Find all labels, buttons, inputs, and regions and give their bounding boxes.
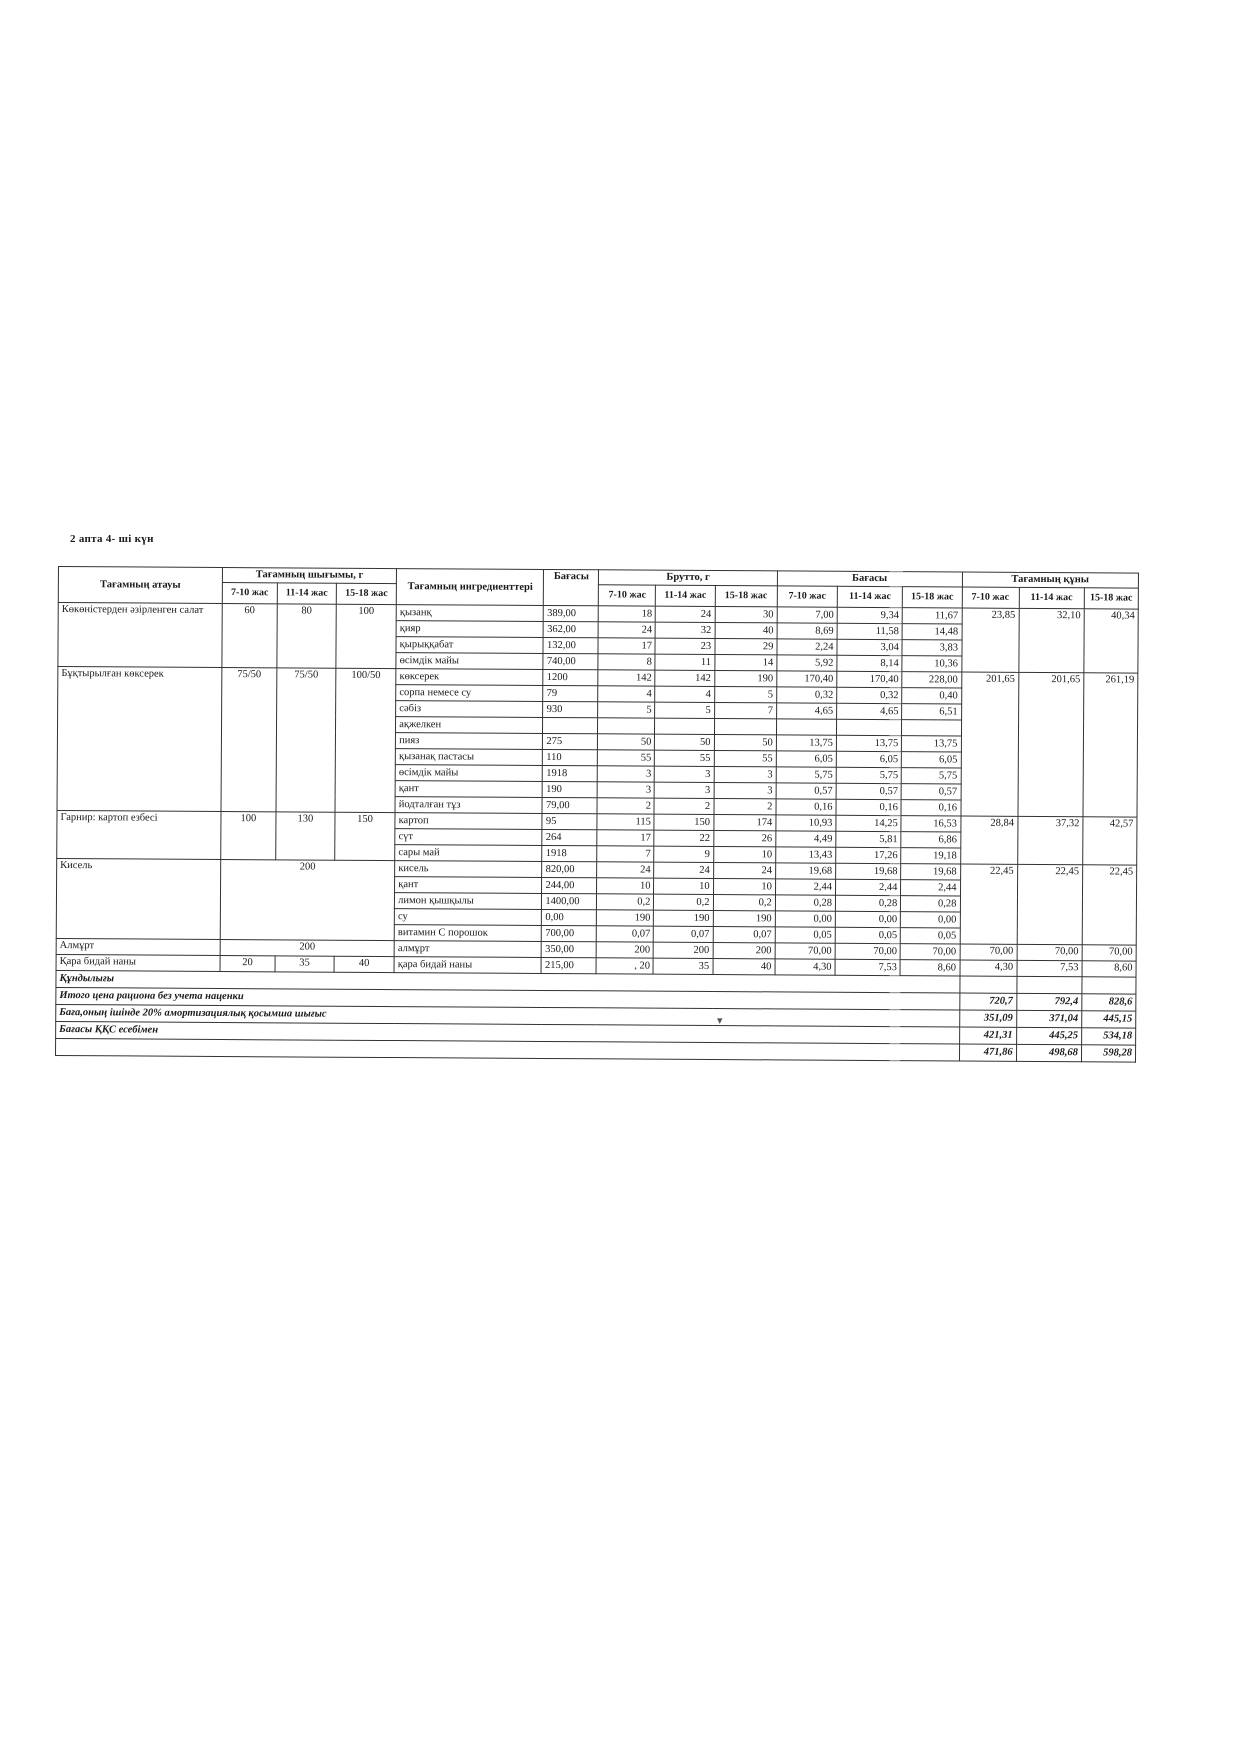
ingredient-cost-cell: 14,48	[902, 624, 961, 640]
ingredient-name-cell: сорпа немесе су	[396, 685, 543, 702]
ingredient-cost-cell: 3,83	[902, 640, 961, 656]
ingredient-cost-cell: 0,05	[901, 928, 960, 944]
brutto-cell: 55	[655, 750, 714, 766]
brutto-cell: 115	[597, 814, 654, 830]
ingredient-name-cell: сәбіз	[396, 701, 543, 718]
dish-yield-cell: 100	[221, 811, 276, 859]
table-body	[56, 603, 1139, 1063]
ingredient-cost-cell: 19,68	[901, 864, 960, 880]
dish-name-cell: Гарнир: картоп езбесі	[57, 810, 221, 859]
ingredient-name-cell: алмұрт	[394, 941, 541, 958]
brutto-cell: 5	[714, 687, 776, 703]
dish-cost-cell: 42,57	[1083, 817, 1137, 865]
brutto-cell: 3	[598, 782, 655, 798]
header-ingredients: Тағамның ингредиенттері	[396, 569, 544, 606]
dish-yield-cell: 20	[220, 955, 275, 971]
brutto-cell: 24	[654, 862, 713, 878]
ingredient-name-cell: сүт	[395, 829, 542, 846]
ingredient-cost-cell: 19,68	[836, 863, 901, 879]
brutto-cell: 7	[714, 703, 776, 719]
ingredient-price-cell: 350,00	[542, 941, 597, 957]
dish-cost-cell: 201,65	[1018, 672, 1084, 816]
brutto-cell: 190	[714, 671, 776, 687]
brutto-cell: 24	[597, 862, 654, 878]
brutto-cell: 30	[715, 607, 777, 623]
ingredient-cost-cell: 5,75	[836, 767, 901, 783]
brutto-cell: 0,07	[654, 926, 713, 942]
ingredient-cost-cell: 13,75	[902, 736, 961, 752]
ingredient-price-cell: 0,00	[542, 909, 597, 925]
summary-value: 445,25	[1016, 1027, 1081, 1044]
brutto-cell: 0,2	[597, 894, 654, 910]
brutto-cell: 200	[654, 942, 713, 958]
ingredient-cost-cell: 0,00	[835, 911, 900, 927]
brutto-cell: 22	[654, 830, 713, 846]
ingredient-cost-cell: 7,00	[777, 607, 837, 623]
dish-cost-cell: 261,19	[1083, 673, 1138, 817]
ingredient-name-cell: витамин С порошок	[394, 925, 541, 942]
summary-value: 421,31	[959, 1027, 1016, 1044]
summary-value	[1016, 976, 1081, 993]
ingredient-price-cell: 820,00	[542, 861, 597, 877]
brutto-cell: 190	[597, 910, 654, 926]
ingredient-price-cell: 1918	[542, 845, 597, 861]
brutto-cell: 40	[715, 623, 777, 639]
ingredient-cost-cell	[776, 719, 836, 735]
ingredient-cost-cell: 6,05	[902, 752, 961, 768]
brutto-cell: 10	[654, 878, 713, 894]
dish-yield-cell: 100/50	[335, 668, 396, 812]
ingredient-price-cell: 215,00	[541, 957, 596, 973]
brutto-cell: 190	[654, 910, 713, 926]
dish-yield-cell: 75/50	[221, 668, 277, 812]
dish-yield-cell: 200	[220, 939, 394, 956]
summary-value: 471,86	[959, 1044, 1016, 1061]
dish-yield-cell: 200	[220, 859, 395, 940]
ingredient-price-cell: 244,00	[542, 877, 597, 893]
ingredient-price-cell: 110	[543, 749, 598, 765]
ingredient-cost-cell: 70,00	[900, 944, 959, 960]
brutto-cell: 3	[714, 783, 776, 799]
ingredient-price-cell: 740,00	[543, 653, 598, 669]
ingredient-cost-cell: 0,28	[835, 895, 900, 911]
brutto-cell: 4	[598, 686, 655, 702]
ingredient-price-cell: 79	[543, 685, 598, 701]
ingredient-cost-cell: 8,60	[900, 960, 959, 976]
ingredient-name-cell: кисель	[395, 861, 542, 878]
summary-value: 534,18	[1081, 1028, 1135, 1045]
brutto-cell: 50	[598, 734, 655, 750]
ingredient-cost-cell: 11,58	[837, 623, 902, 639]
ingredient-cost-cell: 0,05	[775, 927, 835, 943]
ingredient-cost-cell: 16,53	[901, 816, 960, 832]
brutto-cell: 3	[598, 766, 655, 782]
ingredient-cost-cell: 5,81	[836, 831, 901, 847]
ingredient-cost-cell: 11,67	[903, 608, 962, 624]
dish-cost-cell: 22,45	[1017, 864, 1083, 944]
brutto-cell: 3	[655, 782, 714, 798]
brutto-cell: 18	[599, 606, 656, 622]
summary-value: 720,7	[959, 993, 1016, 1010]
brutto-cell: 2	[654, 798, 713, 814]
header-age-group: 7-10 жас	[962, 587, 1019, 608]
brutto-cell: 5	[655, 702, 714, 718]
ingredient-price-cell: 362,00	[544, 621, 599, 637]
header-price: Бағасы	[544, 569, 599, 605]
ingredient-cost-cell: 0,57	[901, 784, 960, 800]
ingredient-price-cell: 1400,00	[542, 893, 597, 909]
header-age-group: 15-18 жас	[336, 583, 396, 604]
ingredient-price-cell: 264	[542, 829, 597, 845]
header-yield: Тағамның шығымы, г	[222, 568, 396, 584]
ingredient-cost-cell: 70,00	[835, 943, 900, 959]
ingredient-cost-cell: 0,32	[837, 687, 902, 703]
header-age-group: 11-14 жас	[656, 585, 715, 606]
ingredient-cost-cell: 5,75	[902, 768, 961, 784]
dish-cost-cell: 7,53	[1017, 960, 1082, 976]
ingredient-name-cell: қант	[395, 781, 542, 798]
ingredient-name-cell: сары май	[395, 845, 542, 862]
brutto-cell: 17	[597, 830, 654, 846]
brutto-cell: 24	[599, 622, 656, 638]
header-age-group: 7-10 жас	[777, 586, 837, 607]
ingredient-name-cell: қара бидай наны	[394, 957, 541, 974]
dish-cost-cell: 201,65	[960, 672, 1018, 816]
ingredient-cost-cell: 10,36	[902, 656, 961, 672]
ingredient-cost-cell: 70,00	[775, 943, 835, 959]
header-dish-name: Тағамның атауы	[58, 567, 222, 604]
brutto-cell: 5	[598, 702, 655, 718]
ingredient-cost-cell: 10,93	[776, 815, 836, 831]
summary-value: 792,4	[1016, 993, 1081, 1010]
brutto-cell: 2	[597, 798, 654, 814]
header-age-group: 15-18 жас	[903, 587, 962, 608]
dish-cost-cell: 70,00	[960, 944, 1017, 960]
ingredient-name-cell: пияз	[396, 733, 543, 750]
ingredient-cost-cell: 13,43	[776, 847, 836, 863]
ingredient-price-cell	[543, 717, 598, 733]
dish-cost-cell: 4,30	[960, 960, 1017, 976]
dish-yield-cell: 60	[222, 604, 277, 668]
ingredient-name-cell: өсімдік майы	[395, 765, 542, 782]
ingredient-cost-cell	[902, 720, 961, 736]
ingredient-cost-cell: 14,25	[836, 815, 901, 831]
ingredient-name-cell: қияр	[396, 621, 543, 638]
brutto-cell: 50	[714, 735, 776, 751]
brutto-cell: 23	[655, 638, 714, 654]
ingredient-cost-cell: 2,44	[836, 879, 901, 895]
brutto-cell: 142	[598, 670, 655, 686]
ingredient-cost-cell: 2,24	[777, 639, 837, 655]
ingredient-cost-cell: 4,65	[776, 703, 836, 719]
ingredient-name-cell: қант	[395, 877, 542, 894]
dish-yield-cell: 75/50	[276, 668, 336, 812]
scan-mark: ▾	[717, 1015, 723, 1027]
dish-cost-cell: 8,60	[1082, 961, 1136, 977]
dish-yield-cell: 150	[335, 812, 395, 860]
ingredient-cost-cell: 19,18	[901, 848, 960, 864]
brutto-cell: 40	[713, 959, 775, 975]
header-age-group: 11-14 жас	[837, 586, 902, 607]
summary-value: 371,04	[1016, 1010, 1081, 1027]
page-heading: 2 апта 4- ші күн	[70, 533, 154, 545]
ingredient-cost-cell: 8,69	[777, 623, 837, 639]
ingredient-cost-cell: 5,75	[776, 767, 836, 783]
dish-name-cell: Көкөністерден әзірленген салат	[58, 603, 222, 668]
ingredient-cost-cell: 4,30	[775, 959, 835, 975]
ingredient-cost-cell: 7,53	[835, 959, 900, 975]
ingredient-cost-cell: 0,57	[836, 783, 901, 799]
dish-cost-cell: 70,00	[1082, 945, 1136, 961]
dish-yield-cell: 40	[334, 956, 394, 972]
summary-label: Итого цена рациона без учета наценки	[56, 987, 960, 1010]
ingredient-name-cell: су	[394, 909, 541, 926]
ingredient-cost-cell: 6,05	[836, 751, 901, 767]
header-age-group: 11-14 жас	[277, 583, 336, 604]
brutto-cell: 17	[598, 638, 655, 654]
ingredient-name-cell: өсімдік майы	[396, 653, 543, 670]
brutto-cell: 55	[598, 750, 655, 766]
dish-name-cell: Бұқтырылған көксерек	[57, 667, 222, 812]
header-brutto: Брутто, г	[599, 570, 777, 586]
header-cost: Бағасы	[777, 571, 962, 587]
brutto-cell: 24	[656, 606, 715, 622]
dish-cost-cell: 37,32	[1017, 816, 1083, 864]
ingredient-cost-cell: 0,57	[776, 783, 836, 799]
ingredient-price-cell: 95	[542, 813, 597, 829]
header-age-group: 7-10 жас	[222, 583, 277, 604]
summary-value	[1082, 977, 1136, 994]
dish-yield-cell: 130	[276, 812, 335, 860]
ingredient-cost-cell: 0,28	[775, 895, 835, 911]
brutto-cell: 32	[656, 622, 715, 638]
ingredient-name-cell: қызанқ	[396, 605, 543, 622]
ingredient-name-cell: лимон қышқылы	[395, 893, 542, 910]
ingredient-cost-cell: 170,40	[837, 671, 902, 687]
brutto-cell: 142	[655, 670, 714, 686]
ingredient-price-cell: 700,00	[542, 925, 597, 941]
brutto-cell: 14	[714, 655, 776, 671]
ingredient-cost-cell: 4,65	[837, 703, 902, 719]
ingredient-cost-cell: 13,75	[776, 735, 836, 751]
brutto-cell: 190	[713, 911, 775, 927]
ingredient-name-cell: йодталған тұз	[395, 797, 542, 814]
ingredient-price-cell: 930	[543, 701, 598, 717]
ingredient-name-cell: көксерек	[396, 669, 543, 686]
summary-label: Құндылығы	[56, 970, 960, 993]
header-age-group: 7-10 жас	[599, 585, 656, 606]
dish-name-cell: Алмұрт	[56, 938, 220, 955]
brutto-cell: 7	[597, 846, 654, 862]
brutto-cell: 200	[713, 943, 775, 959]
dish-name-cell: Кисель	[56, 858, 220, 939]
dish-cost-cell: 23,85	[961, 608, 1018, 672]
ingredient-price-cell: 79,00	[542, 797, 597, 813]
brutto-cell: 8	[598, 654, 655, 670]
summary-label: Бағасы ҚҚС есебімен	[56, 1021, 960, 1044]
header-age-group: 15-18 жас	[715, 586, 777, 607]
brutto-cell: 150	[654, 814, 713, 830]
brutto-cell	[598, 718, 655, 734]
brutto-cell: 26	[713, 831, 775, 847]
dish-cost-cell: 22,45	[1082, 865, 1137, 945]
brutto-cell: 200	[597, 942, 654, 958]
ingredient-cost-cell: 6,51	[902, 704, 961, 720]
dish-name-cell: Қара бидай наны	[56, 954, 220, 971]
menu-cost-table	[55, 566, 1139, 1063]
ingredient-price-cell: 1200	[543, 669, 598, 685]
brutto-cell: 2	[714, 799, 776, 815]
brutto-cell: 50	[655, 734, 714, 750]
ingredient-cost-cell: 4,49	[776, 831, 836, 847]
ingredient-cost-cell: 170,40	[777, 671, 837, 687]
ingredient-name-cell: ақжелкен	[396, 717, 543, 734]
brutto-cell: 3	[714, 767, 776, 783]
ingredient-cost-cell: 0,00	[901, 912, 960, 928]
ingredient-cost-cell: 0,05	[835, 927, 900, 943]
brutto-cell: 29	[715, 639, 777, 655]
header-dish-cost: Тағамның құны	[962, 572, 1139, 588]
brutto-cell: 55	[714, 751, 776, 767]
summary-value: 498,68	[1016, 1044, 1081, 1061]
brutto-cell: 24	[713, 863, 775, 879]
ingredient-cost-cell: 6,05	[776, 751, 836, 767]
summary-value: 828,6	[1082, 994, 1136, 1011]
brutto-cell: 174	[714, 815, 776, 831]
summary-value: 351,09	[959, 1010, 1016, 1027]
brutto-cell: 0,2	[654, 894, 713, 910]
ingredient-cost-cell: 0,28	[901, 896, 960, 912]
dish-yield-cell: 35	[275, 956, 334, 972]
brutto-cell: 0,07	[597, 926, 654, 942]
ingredient-price-cell: 389,00	[544, 605, 599, 621]
brutto-cell: 0,2	[713, 895, 775, 911]
ingredient-price-cell: 1918	[543, 765, 598, 781]
summary-value: 445,15	[1082, 1011, 1136, 1028]
brutto-cell: 11	[655, 654, 714, 670]
brutto-cell: 3	[655, 766, 714, 782]
ingredient-cost-cell: 5,92	[777, 655, 837, 671]
ingredient-cost-cell: 19,68	[775, 863, 835, 879]
ingredient-cost-cell: 0,32	[777, 687, 837, 703]
ingredient-cost-cell: 0,16	[901, 800, 960, 816]
brutto-cell: 35	[654, 958, 713, 974]
brutto-cell: , 20	[596, 958, 653, 974]
summary-label: Баға,оның ішінде 20% амортизациялық қосымша шығыс	[56, 1004, 960, 1027]
header-age-group: 11-14 жас	[1019, 587, 1084, 608]
brutto-cell: 0,07	[713, 927, 775, 943]
dish-yield-cell: 100	[336, 604, 397, 668]
brutto-cell: 10	[597, 878, 654, 894]
ingredient-cost-cell: 2,44	[775, 879, 835, 895]
header-age-group: 15-18 жас	[1084, 588, 1138, 609]
menu-table-container	[55, 566, 1139, 1063]
ingredient-cost-cell: 13,75	[836, 735, 901, 751]
ingredient-price-cell: 190	[543, 781, 598, 797]
brutto-cell: 4	[655, 686, 714, 702]
ingredient-name-cell: қырыққабат	[396, 637, 543, 654]
ingredient-cost-cell: 3,04	[837, 639, 902, 655]
brutto-cell	[655, 718, 714, 734]
ingredient-price-cell: 275	[543, 733, 598, 749]
ingredient-cost-cell	[836, 719, 901, 735]
dish-yield-cell: 80	[277, 604, 337, 668]
ingredient-cost-cell: 2,44	[901, 880, 960, 896]
ingredient-name-cell: картоп	[395, 813, 542, 830]
ingredient-cost-cell: 17,26	[836, 847, 901, 863]
ingredient-cost-cell: 228,00	[902, 672, 961, 688]
dish-cost-cell: 70,00	[1017, 944, 1082, 960]
dish-cost-cell: 22,45	[960, 864, 1018, 944]
summary-value: 598,28	[1081, 1045, 1135, 1062]
ingredient-cost-cell: 8,14	[837, 655, 902, 671]
dish-cost-cell: 40,34	[1084, 609, 1138, 673]
ingredient-cost-cell: 0,16	[776, 799, 836, 815]
ingredient-cost-cell: 0,40	[902, 688, 961, 704]
ingredient-cost-cell: 0,00	[775, 911, 835, 927]
ingredient-cost-cell: 0,16	[836, 799, 901, 815]
dish-cost-cell: 28,84	[960, 816, 1017, 864]
ingredient-cost-cell: 9,34	[837, 607, 902, 623]
ingredient-price-cell: 132,00	[543, 637, 598, 653]
brutto-cell: 10	[713, 847, 775, 863]
ingredient-cost-cell: 6,86	[901, 832, 960, 848]
summary-value	[959, 976, 1016, 993]
brutto-cell: 10	[713, 879, 775, 895]
brutto-cell	[714, 719, 776, 735]
dish-cost-cell: 32,10	[1018, 608, 1084, 672]
ingredient-name-cell: қызанақ пастасы	[395, 749, 542, 766]
brutto-cell: 9	[654, 846, 713, 862]
